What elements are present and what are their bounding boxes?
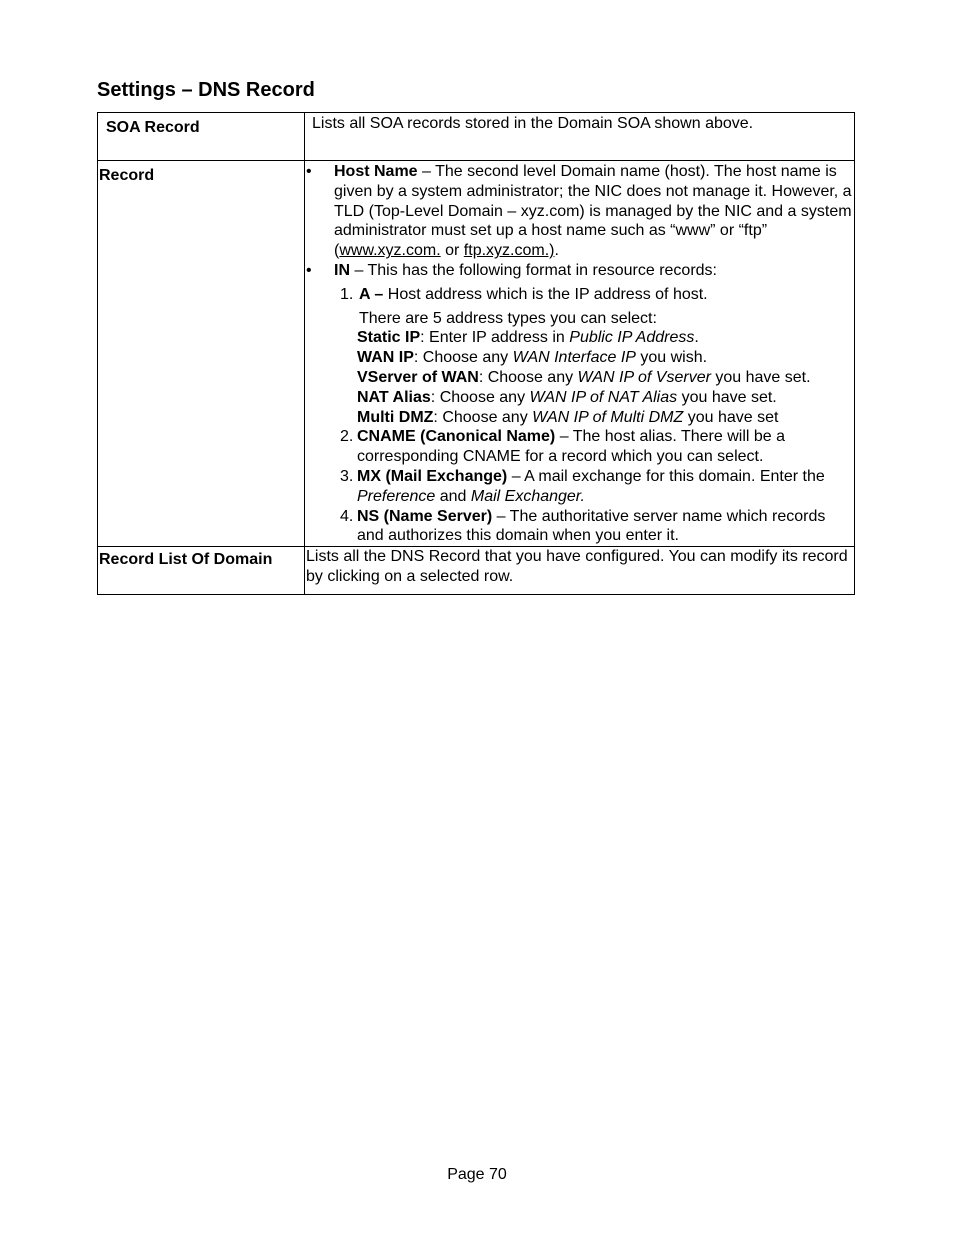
- dns-record-settings-table: [97, 112, 855, 595]
- cname-text: – The host alias. There will be a corresponding CNAME for a record which you can select.: [357, 428, 786, 466]
- address-type-text: : Choose any: [413, 349, 513, 367]
- host-name-text: – The second level Domain name (host). The host name is given by a system administrator; the NIC does not manage it. However, a TLD (Top-Level Domain – xyz.com) is managed by the NIC and a system administrator must set up a host name such as “www” or “ftp” (: [334, 163, 852, 260]
- record-list-label: Record List Of Domain: [98, 547, 305, 595]
- mx-term: MX (Mail Exchange): [357, 467, 508, 485]
- address-types-block: [306, 309, 852, 428]
- address-type-nat-alias: [357, 388, 852, 408]
- ns-item: [306, 507, 852, 547]
- in-term: IN: [334, 261, 350, 279]
- cname-item: [306, 427, 852, 467]
- page-number: Page 70: [447, 1166, 507, 1183]
- address-type-vserver-of-wan: [357, 368, 852, 388]
- ftp-example-link[interactable]: ftp.xyz.com.): [463, 242, 555, 260]
- bullet-icon: •: [306, 261, 312, 279]
- address-type-tail: you have set.: [677, 388, 777, 406]
- item-number: 3.: [340, 467, 354, 485]
- in-text: – This has the following format in resource records:: [350, 261, 717, 279]
- record-description: [305, 161, 855, 547]
- address-type-field: WAN IP of NAT Alias: [529, 388, 678, 406]
- address-type-text: : Choose any: [433, 408, 533, 426]
- table-row-soa-record: [98, 113, 855, 161]
- or-text: or: [440, 242, 464, 260]
- address-type-field: WAN IP of Multi DMZ: [532, 408, 684, 426]
- address-type-text: : Choose any: [478, 368, 578, 386]
- mx-mail-exchanger: Mail Exchanger.: [470, 487, 585, 505]
- address-type-term: Multi DMZ: [357, 408, 434, 426]
- address-type-tail: you have set: [683, 408, 779, 426]
- record-list-description: Lists all the DNS Record that you have configured. You can modify its record by clicking on a selected row.: [305, 547, 855, 595]
- address-type-multi-dmz: [357, 408, 852, 428]
- address-types-intro: There are 5 address types you can select:: [359, 309, 657, 327]
- address-type-field: WAN Interface IP: [512, 349, 636, 367]
- mx-text: – A mail exchange for this domain. Enter the: [507, 467, 825, 485]
- address-type-static-ip: [357, 328, 852, 348]
- mx-preference: Preference: [357, 487, 436, 505]
- cname-term: CNAME (Canonical Name): [357, 428, 556, 446]
- address-type-wan-ip: [357, 348, 852, 368]
- address-type-tail: you wish.: [635, 349, 708, 367]
- address-type-text: : Enter IP address in: [420, 329, 570, 347]
- bullet-icon: •: [306, 163, 312, 180]
- host-name-term: Host Name: [334, 163, 418, 180]
- address-type-text: : Choose any: [430, 388, 530, 406]
- ns-text: – The authoritative server name which records and authorizes this domain when you enter it.: [357, 507, 826, 545]
- address-type-field: WAN IP of Vserver: [577, 368, 711, 386]
- mx-item: [306, 467, 852, 507]
- address-type-term: Static IP: [357, 329, 421, 347]
- address-type-tail: you have set.: [710, 368, 811, 386]
- record-label: Record: [98, 161, 305, 547]
- mx-and: and: [435, 487, 471, 505]
- soa-record-description: Lists all SOA records stored in the Domain SOA shown above.: [305, 113, 855, 161]
- page-heading: Settings – DNS Record: [97, 79, 315, 101]
- item-number: 2.: [340, 428, 354, 446]
- item-number: 4.: [340, 507, 354, 525]
- a-record-term: A –: [359, 285, 384, 303]
- host-name-end: .: [554, 242, 559, 260]
- soa-record-label: SOA Record: [98, 113, 305, 161]
- a-record-item: [306, 285, 852, 305]
- address-type-tail: .: [694, 329, 699, 347]
- item-number: 1.: [340, 285, 354, 303]
- address-type-term: WAN IP: [357, 349, 414, 367]
- address-type-term: VServer of WAN: [357, 368, 479, 386]
- a-record-text: Host address which is the IP address of host.: [383, 285, 708, 303]
- table-row-record-list: [98, 547, 855, 595]
- address-type-term: NAT Alias: [357, 388, 431, 406]
- host-name-bullet: [306, 162, 852, 261]
- ns-term: NS (Name Server): [357, 507, 493, 525]
- table-row-record: [98, 161, 855, 547]
- www-example-link[interactable]: www.xyz.com.: [339, 242, 441, 260]
- in-bullet: [306, 261, 852, 281]
- address-type-field: Public IP Address: [569, 329, 695, 347]
